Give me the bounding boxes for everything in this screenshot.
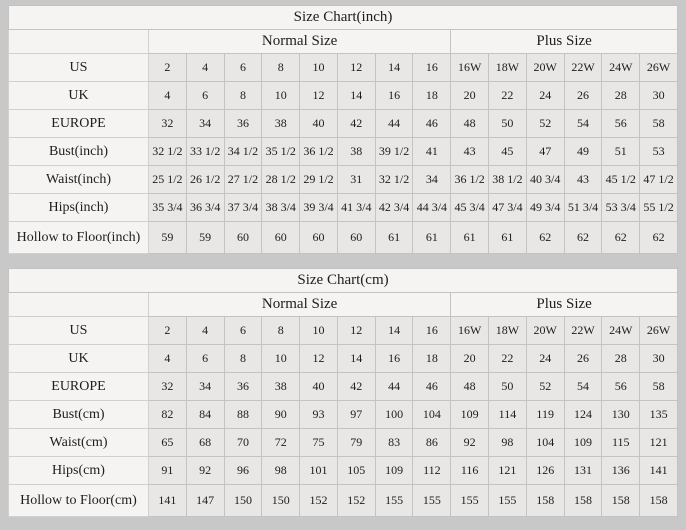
- size-value-cell: 116: [451, 457, 489, 485]
- size-value-cell: 32: [149, 373, 187, 401]
- size-value-cell: 60: [224, 222, 262, 254]
- size-value-cell: 92: [451, 429, 489, 457]
- size-value-cell: 62: [602, 222, 640, 254]
- size-value-cell: 32 1/2: [375, 166, 413, 194]
- size-value-cell: 60: [337, 222, 375, 254]
- size-value-cell: 51 3/4: [564, 194, 602, 222]
- size-value-cell: 18W: [489, 54, 527, 82]
- size-value-cell: 104: [413, 401, 451, 429]
- size-value-cell: 18: [413, 345, 451, 373]
- size-value-cell: 4: [149, 82, 187, 110]
- size-value-cell: 130: [602, 401, 640, 429]
- row-label: US: [9, 317, 149, 345]
- size-value-cell: 34: [186, 110, 224, 138]
- size-value-cell: 49: [564, 138, 602, 166]
- size-value-cell: 55 1/2: [640, 194, 678, 222]
- size-value-cell: 32: [149, 110, 187, 138]
- size-value-cell: 24: [526, 345, 564, 373]
- size-value-cell: 24W: [602, 54, 640, 82]
- size-value-cell: 14: [337, 345, 375, 373]
- table-row: [9, 457, 678, 485]
- size-value-cell: 12: [337, 54, 375, 82]
- size-value-cell: 38 1/2: [489, 166, 527, 194]
- size-value-cell: 30: [640, 82, 678, 110]
- size-value-cell: 104: [526, 429, 564, 457]
- size-value-cell: 20W: [526, 54, 564, 82]
- size-value-cell: 40 3/4: [526, 166, 564, 194]
- size-value-cell: 121: [640, 429, 678, 457]
- table-title-row: [9, 6, 678, 30]
- row-label: Waist(inch): [9, 166, 149, 194]
- table-row: [9, 110, 678, 138]
- size-value-cell: 41 3/4: [337, 194, 375, 222]
- size-value-cell: 24W: [602, 317, 640, 345]
- size-value-cell: 141: [640, 457, 678, 485]
- size-value-cell: 72: [262, 429, 300, 457]
- group-header-row: [9, 30, 678, 54]
- size-value-cell: 54: [564, 373, 602, 401]
- size-value-cell: 109: [564, 429, 602, 457]
- group-header-plus-size: Plus Size: [451, 293, 678, 317]
- table-title: Size Chart(cm): [9, 269, 678, 293]
- size-value-cell: 34: [186, 373, 224, 401]
- size-value-cell: 14: [375, 54, 413, 82]
- size-value-cell: 42: [337, 373, 375, 401]
- table-row: [9, 317, 678, 345]
- size-value-cell: 18: [413, 82, 451, 110]
- size-value-cell: 119: [526, 401, 564, 429]
- size-value-cell: 16: [413, 54, 451, 82]
- size-value-cell: 60: [262, 222, 300, 254]
- table-title-row: [9, 269, 678, 293]
- table-row: [9, 166, 678, 194]
- size-value-cell: 16: [375, 82, 413, 110]
- size-value-cell: 90: [262, 401, 300, 429]
- size-value-cell: 8: [262, 54, 300, 82]
- group-header-normal-size: Normal Size: [149, 30, 451, 54]
- size-value-cell: 109: [451, 401, 489, 429]
- size-value-cell: 29 1/2: [300, 166, 338, 194]
- size-value-cell: 6: [224, 54, 262, 82]
- size-value-cell: 83: [375, 429, 413, 457]
- size-value-cell: 155: [413, 485, 451, 517]
- size-value-cell: 45: [489, 138, 527, 166]
- size-value-cell: 61: [451, 222, 489, 254]
- size-value-cell: 51: [602, 138, 640, 166]
- size-value-cell: 86: [413, 429, 451, 457]
- size-value-cell: 70: [224, 429, 262, 457]
- size-value-cell: 150: [262, 485, 300, 517]
- size-value-cell: 14: [337, 82, 375, 110]
- size-value-cell: 43: [564, 166, 602, 194]
- size-value-cell: 53 3/4: [602, 194, 640, 222]
- size-value-cell: 10: [300, 54, 338, 82]
- size-value-cell: 36 3/4: [186, 194, 224, 222]
- size-value-cell: 98: [489, 429, 527, 457]
- size-value-cell: 52: [526, 373, 564, 401]
- group-header-plus-size: Plus Size: [451, 30, 678, 54]
- size-value-cell: 34: [413, 166, 451, 194]
- size-value-cell: 38: [337, 138, 375, 166]
- size-value-cell: 79: [337, 429, 375, 457]
- size-value-cell: 8: [224, 345, 262, 373]
- row-label: Hollow to Floor(inch): [9, 222, 149, 254]
- size-value-cell: 26: [564, 82, 602, 110]
- size-value-cell: 26: [564, 345, 602, 373]
- row-label: Bust(inch): [9, 138, 149, 166]
- table-row: [9, 429, 678, 457]
- size-value-cell: 56: [602, 373, 640, 401]
- size-value-cell: 28: [602, 82, 640, 110]
- size-value-cell: 98: [262, 457, 300, 485]
- size-value-cell: 12: [300, 345, 338, 373]
- size-value-cell: 4: [149, 345, 187, 373]
- table-row: [9, 485, 678, 517]
- size-value-cell: 62: [526, 222, 564, 254]
- size-value-cell: 26 1/2: [186, 166, 224, 194]
- size-value-cell: 75: [300, 429, 338, 457]
- size-value-cell: 47 3/4: [489, 194, 527, 222]
- size-value-cell: 150: [224, 485, 262, 517]
- size-chart-cm-table: [8, 268, 678, 517]
- size-value-cell: 141: [149, 485, 187, 517]
- size-value-cell: 16: [375, 345, 413, 373]
- row-label: EUROPE: [9, 110, 149, 138]
- size-value-cell: 2: [149, 317, 187, 345]
- size-value-cell: 158: [602, 485, 640, 517]
- size-value-cell: 58: [640, 373, 678, 401]
- size-value-cell: 50: [489, 373, 527, 401]
- size-value-cell: 88: [224, 401, 262, 429]
- size-value-cell: 46: [413, 373, 451, 401]
- size-value-cell: 22W: [564, 317, 602, 345]
- size-value-cell: 6: [224, 317, 262, 345]
- size-value-cell: 61: [413, 222, 451, 254]
- size-value-cell: 4: [186, 54, 224, 82]
- size-value-cell: 27 1/2: [224, 166, 262, 194]
- row-label: US: [9, 54, 149, 82]
- group-header-normal-size: Normal Size: [149, 293, 451, 317]
- size-value-cell: 62: [640, 222, 678, 254]
- size-value-cell: 20: [451, 82, 489, 110]
- size-value-cell: 40: [300, 373, 338, 401]
- table-row: [9, 222, 678, 254]
- size-value-cell: 49 3/4: [526, 194, 564, 222]
- row-label: Hollow to Floor(cm): [9, 485, 149, 517]
- size-value-cell: 60: [300, 222, 338, 254]
- table-row: [9, 194, 678, 222]
- size-value-cell: 82: [149, 401, 187, 429]
- size-value-cell: 28: [602, 345, 640, 373]
- table-row: [9, 82, 678, 110]
- size-value-cell: 121: [489, 457, 527, 485]
- size-value-cell: 20: [451, 345, 489, 373]
- size-value-cell: 10: [300, 317, 338, 345]
- size-table: [8, 268, 678, 517]
- row-label: UK: [9, 345, 149, 373]
- size-value-cell: 6: [186, 345, 224, 373]
- size-value-cell: 10: [262, 345, 300, 373]
- size-value-cell: 38: [262, 110, 300, 138]
- size-value-cell: 115: [602, 429, 640, 457]
- size-value-cell: 12: [300, 82, 338, 110]
- size-value-cell: 47 1/2: [640, 166, 678, 194]
- size-value-cell: 22W: [564, 54, 602, 82]
- size-value-cell: 24: [526, 82, 564, 110]
- size-value-cell: 61: [489, 222, 527, 254]
- size-value-cell: 37 3/4: [224, 194, 262, 222]
- size-value-cell: 28 1/2: [262, 166, 300, 194]
- size-value-cell: 18W: [489, 317, 527, 345]
- row-label: Waist(cm): [9, 429, 149, 457]
- table-title: Size Chart(inch): [9, 6, 678, 30]
- size-value-cell: 30: [640, 345, 678, 373]
- size-value-cell: 91: [149, 457, 187, 485]
- size-value-cell: 35 3/4: [149, 194, 187, 222]
- size-value-cell: 44: [375, 373, 413, 401]
- size-value-cell: 50: [489, 110, 527, 138]
- size-value-cell: 56: [602, 110, 640, 138]
- corner-cell: [9, 30, 149, 54]
- row-label: Bust(cm): [9, 401, 149, 429]
- size-value-cell: 124: [564, 401, 602, 429]
- size-value-cell: 155: [375, 485, 413, 517]
- size-value-cell: 39 3/4: [300, 194, 338, 222]
- size-value-cell: 135: [640, 401, 678, 429]
- size-value-cell: 48: [451, 373, 489, 401]
- table-row: [9, 54, 678, 82]
- row-label: Hips(inch): [9, 194, 149, 222]
- row-label: Hips(cm): [9, 457, 149, 485]
- size-value-cell: 10: [262, 82, 300, 110]
- size-value-cell: 68: [186, 429, 224, 457]
- size-value-cell: 62: [564, 222, 602, 254]
- size-value-cell: 45 3/4: [451, 194, 489, 222]
- size-value-cell: 42: [337, 110, 375, 138]
- size-value-cell: 40: [300, 110, 338, 138]
- row-label: EUROPE: [9, 373, 149, 401]
- size-value-cell: 59: [186, 222, 224, 254]
- size-value-cell: 8: [224, 82, 262, 110]
- size-value-cell: 61: [375, 222, 413, 254]
- size-value-cell: 126: [526, 457, 564, 485]
- size-value-cell: 97: [337, 401, 375, 429]
- size-table: [8, 5, 678, 254]
- size-value-cell: 112: [413, 457, 451, 485]
- size-value-cell: 114: [489, 401, 527, 429]
- size-value-cell: 46: [413, 110, 451, 138]
- size-value-cell: 152: [337, 485, 375, 517]
- size-value-cell: 38: [262, 373, 300, 401]
- size-value-cell: 32 1/2: [149, 138, 187, 166]
- size-value-cell: 152: [300, 485, 338, 517]
- size-value-cell: 6: [186, 82, 224, 110]
- size-value-cell: 48: [451, 110, 489, 138]
- size-value-cell: 22: [489, 82, 527, 110]
- size-value-cell: 16W: [451, 54, 489, 82]
- size-value-cell: 16: [413, 317, 451, 345]
- size-value-cell: 36 1/2: [451, 166, 489, 194]
- size-value-cell: 8: [262, 317, 300, 345]
- size-value-cell: 36: [224, 110, 262, 138]
- size-value-cell: 65: [149, 429, 187, 457]
- table-row: [9, 373, 678, 401]
- size-value-cell: 43: [451, 138, 489, 166]
- size-value-cell: 31: [337, 166, 375, 194]
- size-value-cell: 45 1/2: [602, 166, 640, 194]
- size-value-cell: 42 3/4: [375, 194, 413, 222]
- size-value-cell: 92: [186, 457, 224, 485]
- size-value-cell: 147: [186, 485, 224, 517]
- size-value-cell: 36: [224, 373, 262, 401]
- size-value-cell: 2: [149, 54, 187, 82]
- size-value-cell: 36 1/2: [300, 138, 338, 166]
- size-value-cell: 96: [224, 457, 262, 485]
- size-value-cell: 33 1/2: [186, 138, 224, 166]
- size-value-cell: 58: [640, 110, 678, 138]
- size-value-cell: 34 1/2: [224, 138, 262, 166]
- corner-cell: [9, 293, 149, 317]
- size-value-cell: 53: [640, 138, 678, 166]
- size-value-cell: 101: [300, 457, 338, 485]
- size-value-cell: 26W: [640, 54, 678, 82]
- size-value-cell: 158: [640, 485, 678, 517]
- table-row: [9, 345, 678, 373]
- size-value-cell: 158: [526, 485, 564, 517]
- size-value-cell: 20W: [526, 317, 564, 345]
- size-value-cell: 52: [526, 110, 564, 138]
- size-chart-inch-table: [8, 5, 678, 254]
- table-row: [9, 138, 678, 166]
- row-label: UK: [9, 82, 149, 110]
- size-value-cell: 44: [375, 110, 413, 138]
- size-value-cell: 41: [413, 138, 451, 166]
- group-header-row: [9, 293, 678, 317]
- size-value-cell: 26W: [640, 317, 678, 345]
- size-value-cell: 100: [375, 401, 413, 429]
- size-value-cell: 155: [451, 485, 489, 517]
- size-value-cell: 4: [186, 317, 224, 345]
- size-value-cell: 136: [602, 457, 640, 485]
- size-value-cell: 84: [186, 401, 224, 429]
- size-value-cell: 38 3/4: [262, 194, 300, 222]
- size-value-cell: 59: [149, 222, 187, 254]
- size-value-cell: 47: [526, 138, 564, 166]
- size-value-cell: 155: [489, 485, 527, 517]
- size-value-cell: 158: [564, 485, 602, 517]
- size-value-cell: 93: [300, 401, 338, 429]
- size-value-cell: 25 1/2: [149, 166, 187, 194]
- table-row: [9, 401, 678, 429]
- size-value-cell: 105: [337, 457, 375, 485]
- size-value-cell: 16W: [451, 317, 489, 345]
- size-value-cell: 109: [375, 457, 413, 485]
- size-value-cell: 131: [564, 457, 602, 485]
- size-value-cell: 22: [489, 345, 527, 373]
- size-value-cell: 39 1/2: [375, 138, 413, 166]
- size-value-cell: 44 3/4: [413, 194, 451, 222]
- size-value-cell: 14: [375, 317, 413, 345]
- size-value-cell: 12: [337, 317, 375, 345]
- size-value-cell: 54: [564, 110, 602, 138]
- size-value-cell: 35 1/2: [262, 138, 300, 166]
